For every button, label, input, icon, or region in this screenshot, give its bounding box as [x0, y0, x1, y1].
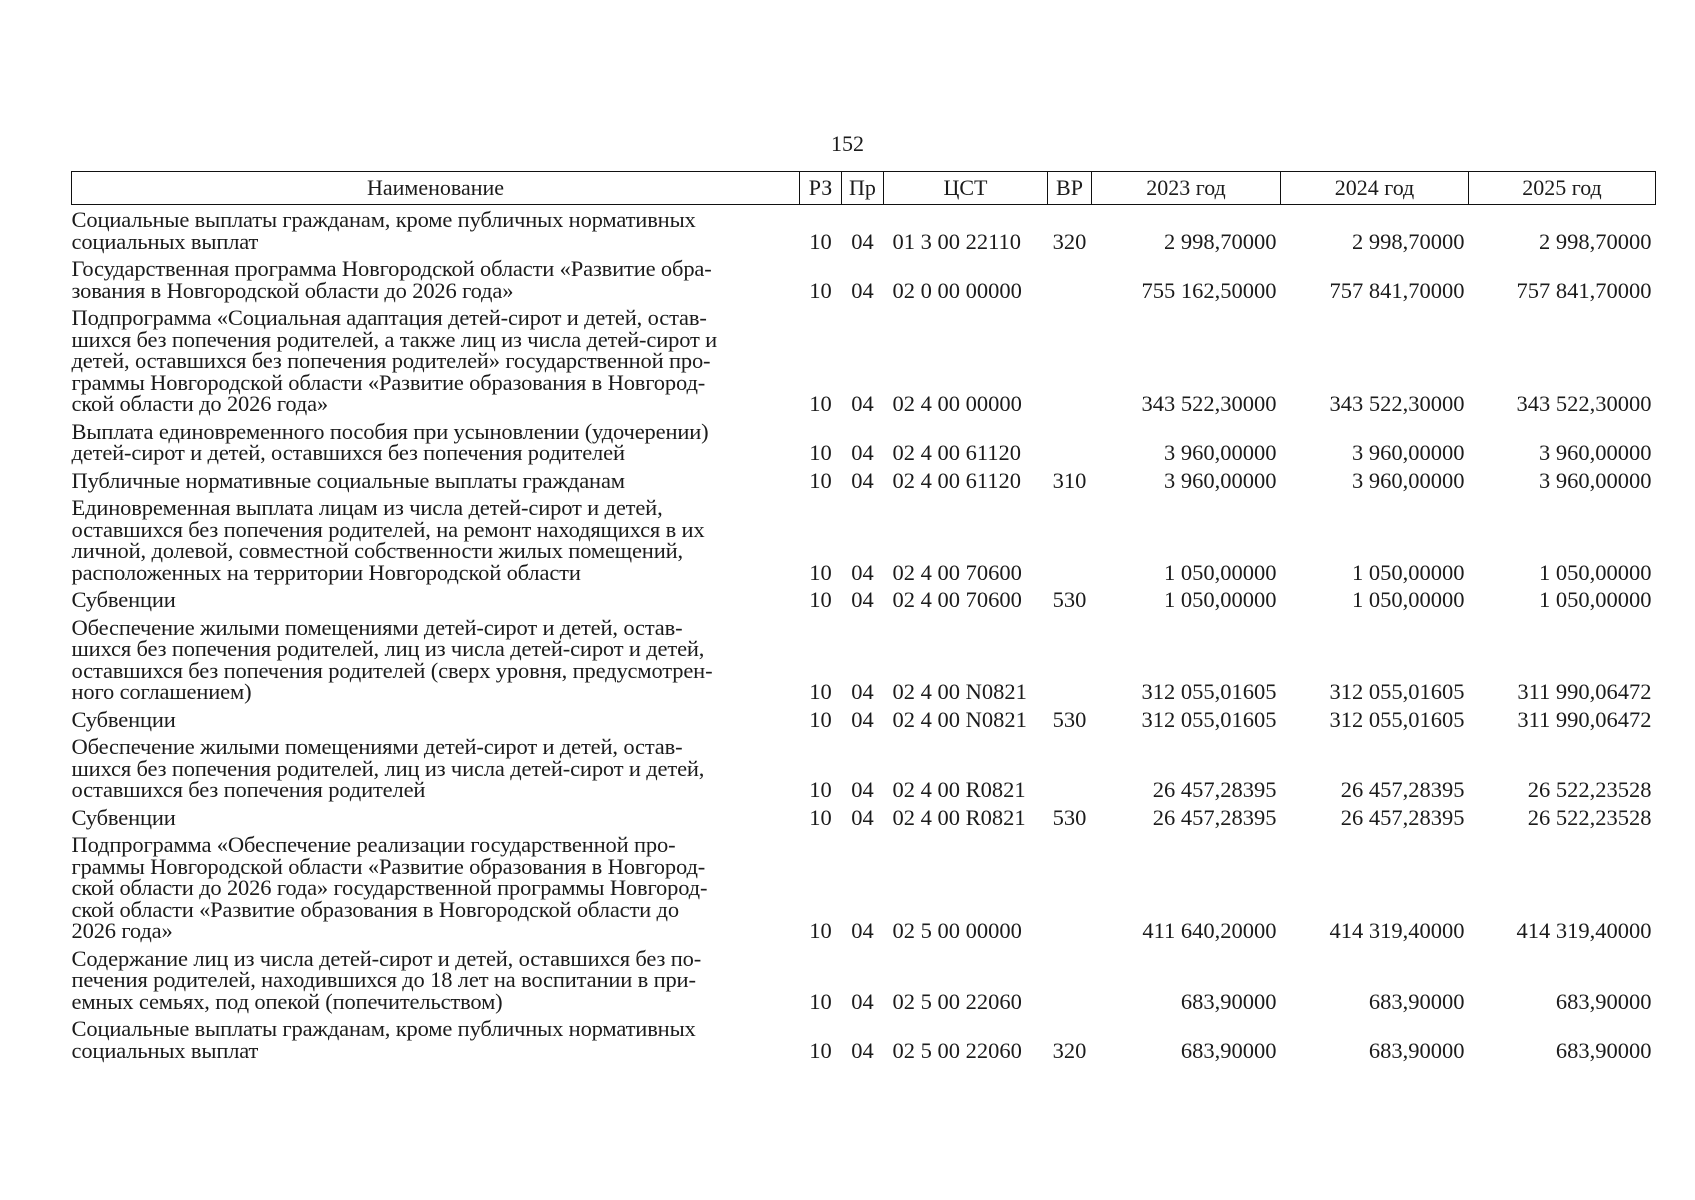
- row-name: [72, 254, 800, 303]
- row-name-line: Обеспечение жилыми помещениями детей-сирот и детей, остав-: [71, 614, 683, 640]
- table-row: [72, 944, 1656, 1015]
- row-2023: 683,90000: [1180, 988, 1277, 1014]
- row-rz: 10: [809, 559, 832, 585]
- row-vr: 320: [1052, 228, 1087, 254]
- row-rz: 10: [809, 706, 832, 732]
- row-name: [72, 705, 800, 733]
- row-2024: 3 960,00000: [1352, 467, 1465, 493]
- table-row: [72, 705, 1656, 733]
- row-2024: 312 055,01605: [1329, 706, 1465, 732]
- row-name-line: Субвенции: [71, 587, 176, 612]
- row-name: [72, 732, 800, 803]
- row-name-line: социальных выплат: [71, 1037, 259, 1063]
- row-name-line: детей-сирот и детей, оставшихся без попечения родителей: [71, 440, 625, 465]
- header-2024: 2024 год: [1281, 172, 1469, 205]
- header-rz: РЗ: [800, 172, 842, 205]
- row-2025: 414 319,40000: [1516, 918, 1652, 943]
- row-cst: 02 4 00 R0821: [892, 777, 1026, 802]
- row-name-line: Субвенции: [71, 804, 176, 830]
- row-rz: 10: [809, 918, 832, 943]
- row-2024: 683,90000: [1368, 1037, 1465, 1063]
- row-2024: 2 998,70000: [1352, 228, 1465, 254]
- row-cst: 02 4 00 00000: [892, 391, 1022, 416]
- table-row: [72, 613, 1656, 705]
- row-cst: 01 3 00 22110: [892, 228, 1022, 254]
- budget-table: [71, 171, 1656, 1063]
- row-2024: 414 319,40000: [1329, 918, 1465, 943]
- row-name: [72, 830, 800, 944]
- row-pr: 04: [851, 918, 874, 943]
- table-row: [72, 803, 1656, 831]
- row-pr: 04: [851, 804, 874, 830]
- row-2025: 1 050,00000: [1539, 587, 1652, 612]
- header-2025: 2025 год: [1469, 172, 1656, 205]
- row-2025: 683,90000: [1555, 1037, 1652, 1063]
- row-name-line: Публичные нормативные социальные выплаты гражданам: [71, 467, 625, 493]
- header-2023: 2023 год: [1092, 172, 1281, 205]
- row-2023: 26 457,28395: [1152, 777, 1277, 802]
- row-vr: [1048, 944, 1092, 1015]
- row-rz: 10: [809, 277, 832, 303]
- row-2023: 683,90000: [1180, 1037, 1277, 1063]
- row-rz: 10: [809, 587, 832, 612]
- row-2024: 312 055,01605: [1329, 679, 1465, 704]
- row-name-line: зования в Новгородской области до 2026 года»: [71, 277, 514, 303]
- table-header-row: [72, 172, 1656, 205]
- row-2025: 26 522,23528: [1527, 777, 1652, 802]
- row-2024: 3 960,00000: [1352, 440, 1465, 465]
- row-vr: [1048, 417, 1092, 466]
- row-pr: 04: [851, 391, 874, 416]
- row-name-line: Подпрограмма «Обеспечение реализации государственной про-: [71, 832, 676, 857]
- row-2024: 26 457,28395: [1340, 804, 1465, 830]
- table-row: [72, 585, 1656, 613]
- row-2023: 3 960,00000: [1164, 467, 1277, 493]
- row-rz: 10: [809, 804, 832, 830]
- header-name: Наименование: [72, 172, 800, 205]
- row-name-line: социальных выплат: [71, 228, 259, 254]
- row-vr: [1048, 493, 1092, 585]
- row-cst: 02 5 00 22060: [892, 988, 1022, 1014]
- row-2023: 1 050,00000: [1164, 587, 1277, 612]
- row-cst: 02 5 00 22060: [892, 1037, 1022, 1063]
- row-name-line: шихся без попечения родителей, а также лиц из числа детей-сирот и: [71, 326, 718, 352]
- row-name-line: расположенных на территории Новгородской области: [71, 559, 581, 585]
- row-name-line: граммы Новгородской области «Развитие образования в Новгород-: [71, 853, 706, 879]
- row-vr: 530: [1052, 706, 1087, 732]
- row-pr: 04: [851, 587, 874, 612]
- row-2023: 755 162,50000: [1141, 277, 1277, 303]
- row-cst: 02 4 00 N0821: [892, 679, 1027, 704]
- row-rz: 10: [809, 1037, 832, 1063]
- row-vr: [1048, 303, 1092, 417]
- row-name-line: оставшихся без попечения родителей, на ремонт находящихся в их: [71, 516, 705, 542]
- row-2023: 343 522,30000: [1141, 391, 1277, 416]
- row-2023: 26 457,28395: [1152, 804, 1277, 830]
- row-name-line: Обеспечение жилыми помещениями детей-сирот и детей, остав-: [71, 734, 683, 759]
- row-2024: 683,90000: [1368, 988, 1465, 1014]
- row-name-line: печения родителей, находившихся до 18 лет на воспитании в при-: [71, 967, 696, 992]
- row-name-line: Единовременная выплата лицам из числа детей-сирот и детей,: [71, 495, 663, 520]
- row-2023: 312 055,01605: [1141, 679, 1277, 704]
- row-cst: 02 4 00 61120: [892, 440, 1022, 465]
- row-rz: 10: [809, 988, 832, 1014]
- row-pr: 04: [851, 679, 874, 704]
- row-2025: 2 998,70000: [1539, 228, 1652, 254]
- row-vr: 320: [1052, 1037, 1087, 1063]
- row-2025: 3 960,00000: [1539, 440, 1652, 465]
- table-row: [72, 830, 1656, 944]
- row-name-line: граммы Новгородской области «Развитие образования в Новгород-: [71, 369, 706, 395]
- row-name-line: Выплата единовременного пособия при усыновлении (удочерении): [71, 418, 709, 444]
- row-2023: 1 050,00000: [1164, 559, 1277, 585]
- row-2024: 26 457,28395: [1340, 777, 1465, 802]
- row-2025: 683,90000: [1555, 988, 1652, 1014]
- row-name: [72, 205, 800, 255]
- row-rz: 10: [809, 467, 832, 493]
- table-row: [72, 493, 1656, 585]
- row-cst: 02 4 00 N0821: [892, 706, 1027, 732]
- row-vr: 310: [1052, 467, 1087, 493]
- row-pr: 04: [851, 228, 874, 254]
- header-pr: Пр: [842, 172, 884, 205]
- row-vr: [1048, 254, 1092, 303]
- row-2025: 1 050,00000: [1539, 559, 1652, 585]
- row-name: [72, 613, 800, 705]
- row-name: [72, 417, 800, 466]
- row-vr: [1048, 732, 1092, 803]
- row-pr: 04: [851, 988, 874, 1014]
- row-pr: 04: [851, 277, 874, 303]
- row-name-line: емных семьях, под опекой (попечительством): [71, 988, 503, 1014]
- row-name-line: Содержание лиц из числа детей-сирот и детей, оставшихся без по-: [71, 945, 702, 971]
- row-rz: 10: [809, 228, 832, 254]
- row-pr: 04: [851, 706, 874, 732]
- row-2023: 2 998,70000: [1164, 228, 1277, 254]
- row-2025: 343 522,30000: [1516, 391, 1652, 416]
- row-name: [72, 944, 800, 1015]
- row-pr: 04: [851, 440, 874, 465]
- row-2024: 757 841,70000: [1329, 277, 1465, 303]
- row-2024: 343 522,30000: [1329, 391, 1465, 416]
- row-name-line: детей, оставшихся без попечения родителей» государственной про-: [71, 348, 711, 373]
- row-name: [72, 803, 800, 831]
- row-name-line: 2026 года»: [71, 918, 173, 943]
- row-name-line: Субвенции: [71, 706, 176, 732]
- row-cst: 02 4 00 70600: [892, 559, 1022, 585]
- row-cst: 02 5 00 00000: [892, 918, 1022, 943]
- row-name-line: оставшихся без попечения родителей: [71, 777, 426, 802]
- row-2023: 411 640,20000: [1142, 918, 1277, 943]
- table-row: [72, 254, 1656, 303]
- row-rz: 10: [809, 391, 832, 416]
- row-name-line: шихся без попечения родителей, лиц из числа детей-сирот и детей,: [71, 636, 705, 661]
- row-name: [72, 466, 800, 494]
- row-vr: [1048, 830, 1092, 944]
- row-name: [72, 1014, 800, 1063]
- row-2025: 26 522,23528: [1527, 804, 1652, 830]
- row-vr: 530: [1052, 587, 1087, 612]
- row-2025: 3 960,00000: [1539, 467, 1652, 493]
- row-rz: 10: [809, 777, 832, 802]
- row-vr: 530: [1052, 804, 1087, 830]
- row-name-line: Подпрограмма «Социальная адаптация детей-сирот и детей, остав-: [71, 305, 707, 330]
- row-name-line: Социальные выплаты гражданам, кроме публичных нормативных: [71, 207, 696, 232]
- row-2023: 312 055,01605: [1141, 706, 1277, 732]
- header-vr: ВР: [1048, 172, 1092, 205]
- row-name-line: личной, долевой, совместной собственности жилых помещений,: [71, 538, 683, 563]
- row-name-line: оставшихся без попечения родителей (сверх уровня, предусмотрен-: [71, 657, 713, 683]
- row-name-line: ской области «Развитие образования в Новгородской области до: [71, 896, 679, 922]
- row-rz: 10: [809, 679, 832, 704]
- row-name-line: Государственная программа Новгородской области «Развитие обра-: [71, 256, 712, 281]
- table-row: [72, 732, 1656, 803]
- row-name-line: ской области до 2026 года»: [71, 391, 329, 416]
- row-pr: 04: [851, 559, 874, 585]
- table-row: [72, 303, 1656, 417]
- table-row: [72, 1014, 1656, 1063]
- row-name-line: шихся без попечения родителей, лиц из числа детей-сирот и детей,: [71, 755, 705, 781]
- row-pr: 04: [851, 467, 874, 493]
- row-2024: 1 050,00000: [1352, 559, 1465, 585]
- row-vr: [1048, 613, 1092, 705]
- row-2025: 311 990,06472: [1517, 706, 1652, 732]
- table-row: [72, 466, 1656, 494]
- row-cst: 02 4 00 R0821: [892, 804, 1026, 830]
- table-row: [72, 205, 1656, 255]
- row-cst: 02 4 00 70600: [892, 587, 1022, 612]
- row-name-line: ской области до 2026 года» государственной программы Новгород-: [71, 875, 708, 900]
- row-2025: 311 990,06472: [1517, 679, 1652, 704]
- row-2024: 1 050,00000: [1352, 587, 1465, 612]
- row-cst: 02 4 00 61120: [892, 467, 1022, 493]
- table-row: [72, 417, 1656, 466]
- row-2025: 757 841,70000: [1516, 277, 1652, 303]
- row-name: [72, 585, 800, 613]
- header-cst: ЦСТ: [884, 172, 1048, 205]
- row-name-line: Социальные выплаты гражданам, кроме публичных нормативных: [71, 1016, 696, 1041]
- row-cst: 02 0 00 00000: [892, 277, 1022, 303]
- row-pr: 04: [851, 777, 874, 802]
- page-number: 152: [831, 131, 864, 156]
- row-rz: 10: [809, 440, 832, 465]
- row-name: [72, 493, 800, 585]
- row-pr: 04: [851, 1037, 874, 1063]
- row-2023: 3 960,00000: [1164, 440, 1277, 465]
- table-body: [72, 205, 1656, 1064]
- row-name-line: ного соглашением): [71, 679, 252, 704]
- row-name: [72, 303, 800, 417]
